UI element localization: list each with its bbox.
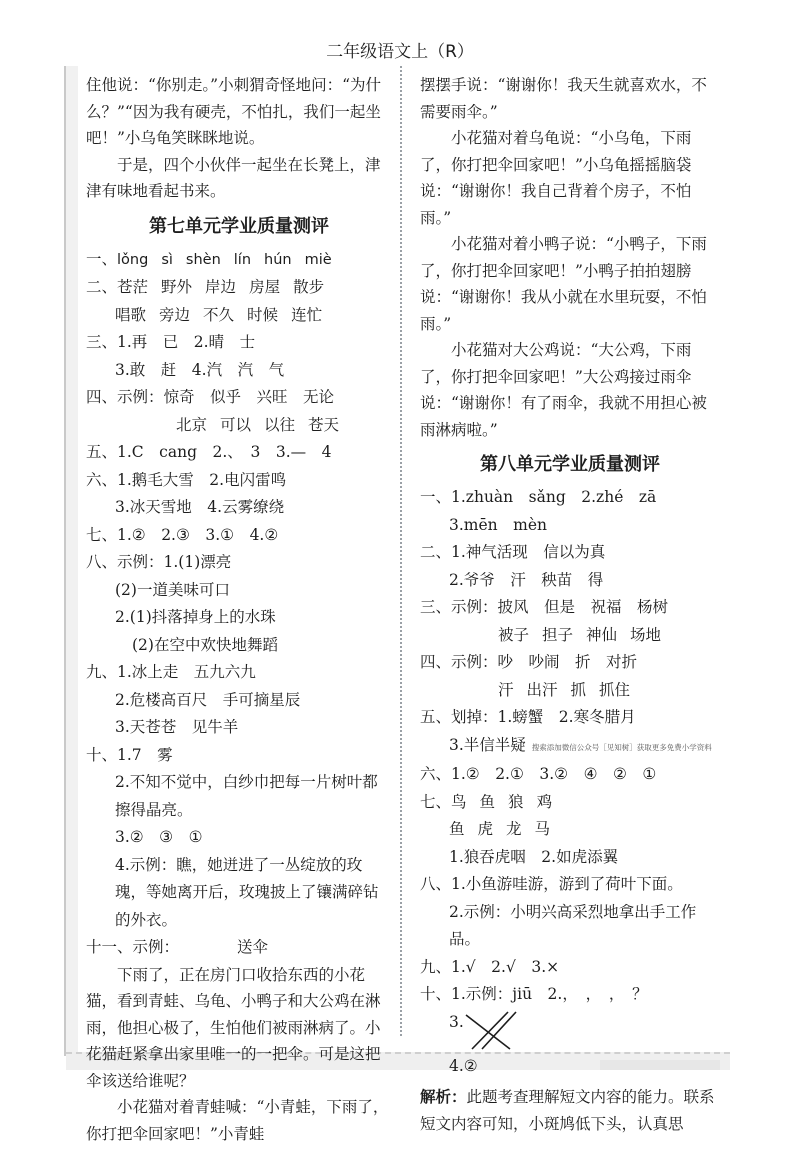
answer-r7-row2 (420, 816, 720, 844)
answer-text: 1.狼吞虎咽 2.如虎添翼 (449, 847, 619, 866)
answer-text: 2.爷爷 汗 秧苗 得 (449, 570, 604, 589)
question-number: 九、 (420, 957, 452, 976)
word-answer: 可以 (220, 415, 252, 434)
word-answer: 汗 (498, 680, 514, 699)
answer-text: 3. (449, 1012, 464, 1031)
answer-text: 1.示例：jiū 2.， ， ， ？ (451, 985, 648, 1003)
answer-r10-row2 (420, 1009, 720, 1053)
pinyin-answer: sì (161, 251, 173, 268)
pinyin-answer: lín (233, 251, 252, 268)
answer-text: 1.冰上走 五九六九 (117, 663, 256, 681)
answer-text: 3.冰天雪地 4.云雾缭绕 (115, 498, 285, 516)
question-number: 十、 (420, 985, 452, 1003)
essay-paragraph: 小花猫对着乌龟说：“小乌龟，下雨了，你打把伞回家吧！”小乌龟摇摇脑袋说：“谢谢你！我自己背着个房子，不怕雨。” (420, 129, 692, 227)
question-number: 四、 (420, 653, 452, 671)
answer-text: 4.② (449, 1056, 478, 1075)
answer-text: (2)在空中欢快地舞蹈 (132, 635, 278, 654)
answer-text: 3.半信半疑 (449, 735, 526, 754)
word-answer: 苍天 (308, 415, 340, 434)
word-answer: 场地 (630, 625, 662, 644)
question-number: 六、 (86, 470, 118, 489)
answer-r5-row2 (420, 732, 720, 762)
right-column (420, 72, 720, 1154)
essay-paragraph: 下雨了，正在房门口收拾东西的小花猫，看到青蛙、乌龟、小鸭子和大公鸡在淋雨，他担心极了，生怕他们被雨淋病了。小花猫赶紧拿出家里唯一的一把伞。可是这把伞该送给谁呢？ (86, 965, 381, 1090)
answer-text: 3.天苍苍 见牛羊 (115, 718, 239, 736)
promo-note: 搜索添加微信公众号［见知树］获取更多免费小学资料 (531, 742, 712, 752)
word-answer: 担子 (542, 625, 574, 644)
char-answer: 鸡 (536, 792, 553, 811)
answer-text: 1.神气活现 信以为真 (451, 543, 606, 561)
question-number: 六、 (420, 765, 452, 783)
answer-text: 1.√ 2.√ 3.× (451, 957, 560, 976)
pinyin-answer: shèn (185, 251, 221, 268)
answer-r7 (420, 789, 720, 817)
answer-r2 (420, 539, 720, 567)
word-answer: 连忙 (291, 305, 323, 324)
char-answer: 鱼 (479, 792, 496, 811)
essay-paragraph: 摆摆手说：“谢谢你！我天生就喜欢水，不需要雨伞。” (420, 76, 707, 121)
question-number: 十、 (86, 745, 118, 764)
answer-text: 1.② 2.③ 3.① 4.② (117, 525, 279, 544)
answer-text: 2.危楼高百尺 手可摘星辰 (115, 690, 301, 709)
answer-text: 示例：吵 吵闹 折 对折 (451, 653, 638, 671)
answer-q2-row2 (86, 302, 392, 330)
answer-r3 (420, 594, 720, 622)
answer-r3-row2 (420, 622, 720, 650)
question-number: 七、 (86, 525, 118, 544)
answer-r6 (420, 761, 720, 789)
answer-r5 (420, 704, 720, 732)
word-answer: 时候 (247, 305, 279, 324)
word-answer: 被子 (498, 625, 530, 644)
word-answer: 抓住 (599, 680, 631, 699)
answer-text: 2.示例：小明兴高采烈地拿出手工作品。 (449, 902, 697, 948)
word-answer: 散步 (293, 278, 325, 296)
essay-paragraph: 小花猫对着青蛙喊：“小青蛙，下雨了，你打把伞回家吧！”小青蛙 (86, 1098, 389, 1143)
question-number: 四、 (86, 388, 118, 406)
story-paragraph: 于是，四个小伙伴一起坐在长凳上，津津有味地看起书来。 (86, 155, 381, 200)
answer-text: 3.mēn mèn (449, 515, 547, 534)
question-number: 一、 (86, 249, 118, 268)
question-number: 五、 (420, 708, 452, 726)
answer-q11 (86, 934, 392, 962)
answer-r4-row2 (420, 677, 720, 705)
question-number: 一、 (420, 488, 452, 506)
word-answer: 野外 (161, 278, 193, 296)
page-header: 二年级语文上（R） (326, 42, 474, 62)
answer-text: 2.(1)抖落掉身上的水珠 (115, 608, 276, 626)
answer-text: 4.示例：瞧，她迸进了一丛绽放的玫瑰，等她离开后，玫瑰披上了镶满碎钻的外衣。 (115, 855, 379, 929)
answer-text: 示例：披风 但是 祝福 杨树 (451, 598, 669, 616)
answer-q10 (86, 742, 392, 770)
answer-text: (2)一道美味可口 (115, 580, 230, 599)
analysis-label: 解析： (420, 1088, 467, 1106)
question-number: 二、 (86, 278, 118, 296)
word-answer: 岸边 (205, 278, 237, 296)
answer-r9 (420, 954, 720, 982)
answer-text: 示例：惊奇 似乎 兴旺 无论 (117, 388, 335, 406)
answer-q6 (86, 467, 392, 495)
word-answer: 房屋 (249, 278, 281, 296)
pinyin-answer: lǒng (117, 251, 149, 268)
answer-text: 3.敢 赶 4.汽 汽 气 (115, 360, 285, 379)
word-answer: 出汗 (526, 680, 558, 699)
answer-text: 1.鹅毛大雪 2.电闪雷鸣 (117, 470, 287, 489)
answer-q1 (86, 246, 392, 275)
pinyin-answer: hún (264, 251, 292, 268)
word-answer: 北京 (176, 415, 208, 434)
word-answer: 苍茫 (117, 278, 149, 296)
essay-paragraph: 小花猫对大公鸡说：“大公鸡，下雨了，你打把伞回家吧！”大公鸡接过雨伞说：“谢谢你！有了雨伞，我就不用担心被雨淋病啦。” (420, 341, 707, 439)
answer-r1 (420, 484, 720, 512)
answer-text: 1.再 已 2.晴 士 (117, 333, 256, 351)
answer-text: 2.不知不觉中，白纱巾把每一片树叶都擦得晶亮。 (115, 773, 378, 819)
word-answer: 不久 (203, 305, 235, 324)
unit8-title: 第八单元学业质量测评 (480, 454, 660, 475)
question-number: 五、 (86, 443, 118, 461)
question-number: 三、 (86, 333, 118, 351)
answer-q7 (86, 522, 392, 550)
char-answer: 鸟 (451, 792, 467, 811)
answer-r10 (420, 981, 720, 1009)
answer-text: 1.C cang 2.、 3 3.— 4 (117, 443, 332, 461)
answer-text: 1.小鱼游哇游，游到了荷叶下面。 (451, 875, 683, 893)
char-answer: 鱼 (449, 820, 465, 838)
answer-r8 (420, 871, 720, 899)
char-answer: 马 (534, 820, 551, 838)
answer-text: 1.zhuàn sǎng 2.zhé zā (451, 488, 657, 506)
word-answer: 以往 (264, 415, 296, 434)
word-answer: 神仙 (586, 625, 618, 644)
answer-text: 1.② 2.① 3.② ④ ② ① (451, 765, 657, 783)
question-number: 十一、 (86, 938, 133, 956)
word-answer: 抓 (570, 680, 587, 699)
essay-title: 送伞 (237, 938, 269, 956)
word-answer: 唱歌 (115, 305, 147, 324)
question-number: 二、 (420, 543, 452, 561)
answer-q5 (86, 439, 392, 467)
unit7-title: 第七单元学业质量测评 (149, 215, 329, 237)
analysis-text: 此题考查理解短文内容的能力。联系短文内容可知，小斑鸠低下头，认真思 (420, 1088, 715, 1133)
left-column (86, 72, 392, 1147)
essay-paragraph: 小花猫对着小鸭子说：“小鸭子，下雨了，你打把伞回家吧！”小鸭子拍拍翅膀说：“谢谢你！我从小就在水里玩耍，不怕雨。” (420, 235, 707, 333)
answer-text: 3.② ③ ① (115, 828, 203, 846)
question-number: 八、 (86, 553, 118, 571)
answer-q8 (86, 549, 392, 577)
question-number: 七、 (420, 792, 452, 811)
pinyin-answer: miè (304, 251, 332, 268)
char-answer: 狼 (508, 792, 524, 811)
char-answer: 龙 (506, 820, 522, 838)
question-number: 九、 (86, 663, 118, 681)
answer-text: 示例：1.(1)漂亮 (117, 553, 232, 571)
question-number: 三、 (420, 598, 452, 616)
answer-q4 (86, 384, 392, 412)
matching-lines (464, 1009, 534, 1053)
answer-r4 (420, 649, 720, 677)
column-divider (400, 66, 402, 1036)
word-answer: 旁边 (159, 305, 191, 324)
story-paragraph: 住他说：“你别走。”小刺猬奇怪地问：“为什么？”“因为我有硬壳，不怕扎，我们一起坐吧！”小乌龟笑眯眯地说。 (86, 76, 382, 147)
question-number: 八、 (420, 875, 452, 893)
answer-q9 (86, 659, 392, 687)
answer-text: 划掉：1.螃蟹 2.寒冬腊月 (451, 708, 636, 726)
answer-q4-row2 (86, 412, 392, 440)
answer-label: 示例： (132, 938, 180, 956)
char-answer: 虎 (477, 820, 494, 838)
answer-text: 1.7 雾 (117, 745, 173, 764)
answer-q2 (86, 274, 392, 302)
answer-q3 (86, 329, 392, 357)
